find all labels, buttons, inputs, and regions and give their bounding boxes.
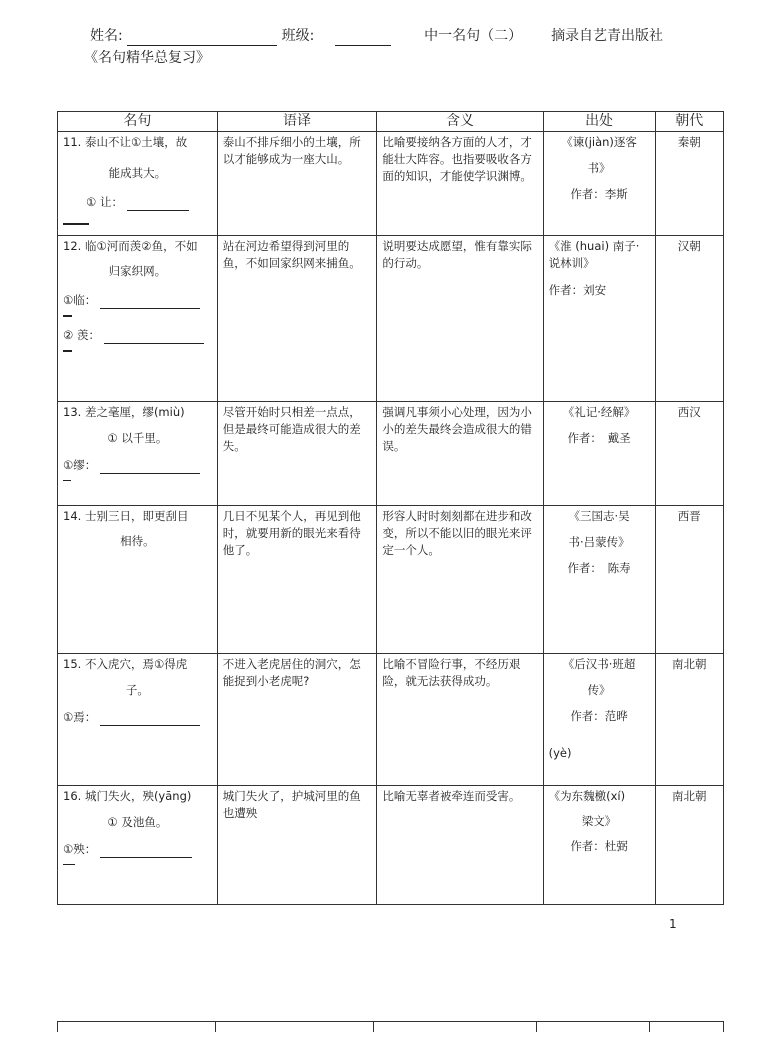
- dynasty-cell: 汉朝: [655, 236, 723, 402]
- source-text: 《谏(jiàn)逐客: [561, 135, 637, 149]
- page-number: 1: [669, 917, 677, 931]
- name-blank[interactable]: [127, 33, 277, 46]
- source-cell: [543, 132, 655, 236]
- note-label: ①焉：: [63, 710, 97, 724]
- table-row: [58, 786, 724, 905]
- meaning-cell: 强调凡事须小心处理，因为小小的差失最终会造成很大的错误。: [377, 402, 543, 506]
- meaning-cell: 说明要达成愿望，惟有靠实际的行动。: [377, 236, 543, 402]
- source-cell: [543, 786, 655, 905]
- answer-blank[interactable]: [100, 845, 192, 858]
- answer-blank[interactable]: [127, 198, 189, 211]
- worksheet-title: 中一名句（二）: [424, 28, 523, 44]
- answer-blank[interactable]: [100, 296, 200, 309]
- source-text-cont: 书·吕蒙传》: [568, 535, 630, 549]
- dynasty-cell: 南北朝: [655, 654, 723, 786]
- meaning-cell: 形容人时时刻刻都在进步和改变，所以不能以旧的眼光来评定一个人。: [377, 506, 543, 654]
- sentence-text: 13. 差之毫厘，缪(miù): [63, 405, 185, 419]
- source-text: 《三国志·吴: [568, 509, 630, 523]
- answer-blank-tail: [63, 217, 89, 225]
- table-row: [58, 506, 724, 654]
- source-text: 《为东魏檄(xí): [548, 789, 626, 803]
- source-text: 《礼记·经解》: [562, 405, 636, 419]
- table-row: [58, 402, 724, 506]
- author-text: 作者： 陈寿: [567, 561, 631, 575]
- answer-blank-tail: [63, 309, 72, 317]
- answer-blank[interactable]: [100, 713, 200, 726]
- answer-blank[interactable]: [104, 331, 204, 344]
- table-row: [58, 236, 724, 402]
- source-text: 《后汉书·班超: [562, 657, 636, 671]
- next-table-edge: [57, 1021, 724, 1042]
- col-header-dynasty: 朝代: [655, 112, 723, 132]
- translation-cell: 站在河边希望得到河里的鱼，不如回家织网来捕鱼。: [217, 236, 377, 402]
- sentence-text: 15. 不入虎穴，焉①得虎: [63, 657, 188, 671]
- sentence-cell: [58, 236, 218, 402]
- name-label: 姓名:: [90, 28, 123, 44]
- note-label: ①缪：: [63, 458, 97, 472]
- dynasty-cell: 西汉: [655, 402, 723, 506]
- table-header-row: [58, 112, 724, 132]
- col-header-translation: 语译: [217, 112, 377, 132]
- sentence-text: 11. 泰山不让①土壤，故: [63, 135, 188, 149]
- source-text-cont: 书》: [587, 161, 611, 175]
- sentence-continuation: 归家织网。: [108, 264, 167, 278]
- translation-cell: 城门失火了，护城河里的鱼也遭殃: [217, 786, 377, 905]
- sentence-continuation: ① 以千里。: [107, 431, 168, 445]
- sentence-cell: [58, 132, 218, 236]
- table-row: [58, 654, 724, 786]
- author-text: 作者：李斯: [570, 187, 628, 201]
- translation-cell: 不进入老虎居住的洞穴，怎能捉到小老虎呢?: [217, 654, 377, 786]
- source-text-cont: 梁文》: [581, 814, 617, 828]
- source-text: 《淮 (huai) 南子·说林训》: [548, 239, 640, 270]
- meaning-cell: 比喻无辜者被牵连而受害。: [377, 786, 543, 905]
- col-header-meaning: 含义: [377, 112, 543, 132]
- source-cell: [543, 654, 655, 786]
- answer-blank[interactable]: [100, 461, 200, 474]
- meaning-cell: 比喻不冒险行事，不经历艰险，就无法获得成功。: [377, 654, 543, 786]
- table-row: [58, 132, 724, 236]
- col-header-source: 出处: [543, 112, 655, 132]
- translation-cell: 泰山不排斥细小的土壤，所以才能够成为一座大山。: [217, 132, 377, 236]
- sentence-continuation: 能成其大。: [108, 166, 167, 180]
- sentence-cell: [58, 506, 218, 654]
- meaning-cell: 比喻要接纳各方面的人才，才能壮大阵容。也指要吸收各方面的知识，才能使学识渊博。: [377, 132, 543, 236]
- author-pinyin: (yè): [548, 746, 572, 760]
- author-text: 作者：范晔: [570, 709, 628, 723]
- sentence-text: 14. 士别三日，即更刮目: [63, 509, 189, 523]
- class-label: 班级:: [281, 28, 315, 44]
- class-blank[interactable]: [335, 33, 391, 46]
- answer-blank-tail: [63, 474, 71, 481]
- sentence-continuation: 相待。: [120, 534, 155, 548]
- source-cell: [543, 236, 655, 402]
- sentence-cell: [58, 654, 218, 786]
- note-label: ② 羡：: [63, 328, 100, 342]
- source-cell: [543, 402, 655, 506]
- translation-cell: 几日不见某个人，再见到他时，就要用新的眼光来看待他了。: [217, 506, 377, 654]
- note-label: ① 让：: [86, 195, 123, 209]
- sentence-continuation: 子。: [125, 683, 149, 697]
- answer-blank-tail: [63, 858, 75, 865]
- dynasty-cell: 秦朝: [655, 132, 723, 236]
- sentence-cell: [58, 786, 218, 905]
- sentence-cell: [58, 402, 218, 506]
- sentence-text: 16. 城门失火，殃(yāng): [63, 789, 192, 803]
- author-text: 作者：杜弼: [570, 839, 628, 853]
- quote-table: [57, 111, 724, 905]
- note-label: ①殃：: [63, 842, 97, 856]
- book-title: 《名句精华总复习》: [84, 50, 210, 66]
- source-cell: [543, 506, 655, 654]
- note-label: ①临：: [63, 293, 97, 307]
- sentence-text: 12. 临①河而羡②鱼，不如: [63, 239, 198, 253]
- publisher-note: 摘录自艺青出版社: [551, 28, 664, 44]
- sentence-continuation: ① 及池鱼。: [107, 815, 168, 829]
- dynasty-cell: 南北朝: [655, 786, 723, 905]
- col-header-sentence: 名句: [58, 112, 218, 132]
- author-text: 作者：刘安: [548, 283, 607, 297]
- answer-blank-tail: [63, 344, 72, 352]
- source-text-cont: 传》: [587, 683, 611, 697]
- author-text: 作者： 戴圣: [567, 431, 631, 445]
- translation-cell: 尽管开始时只相差一点点，但是最终可能造成很大的差失。: [217, 402, 377, 506]
- worksheet-header: [90, 26, 663, 46]
- dynasty-cell: 西晋: [655, 506, 723, 654]
